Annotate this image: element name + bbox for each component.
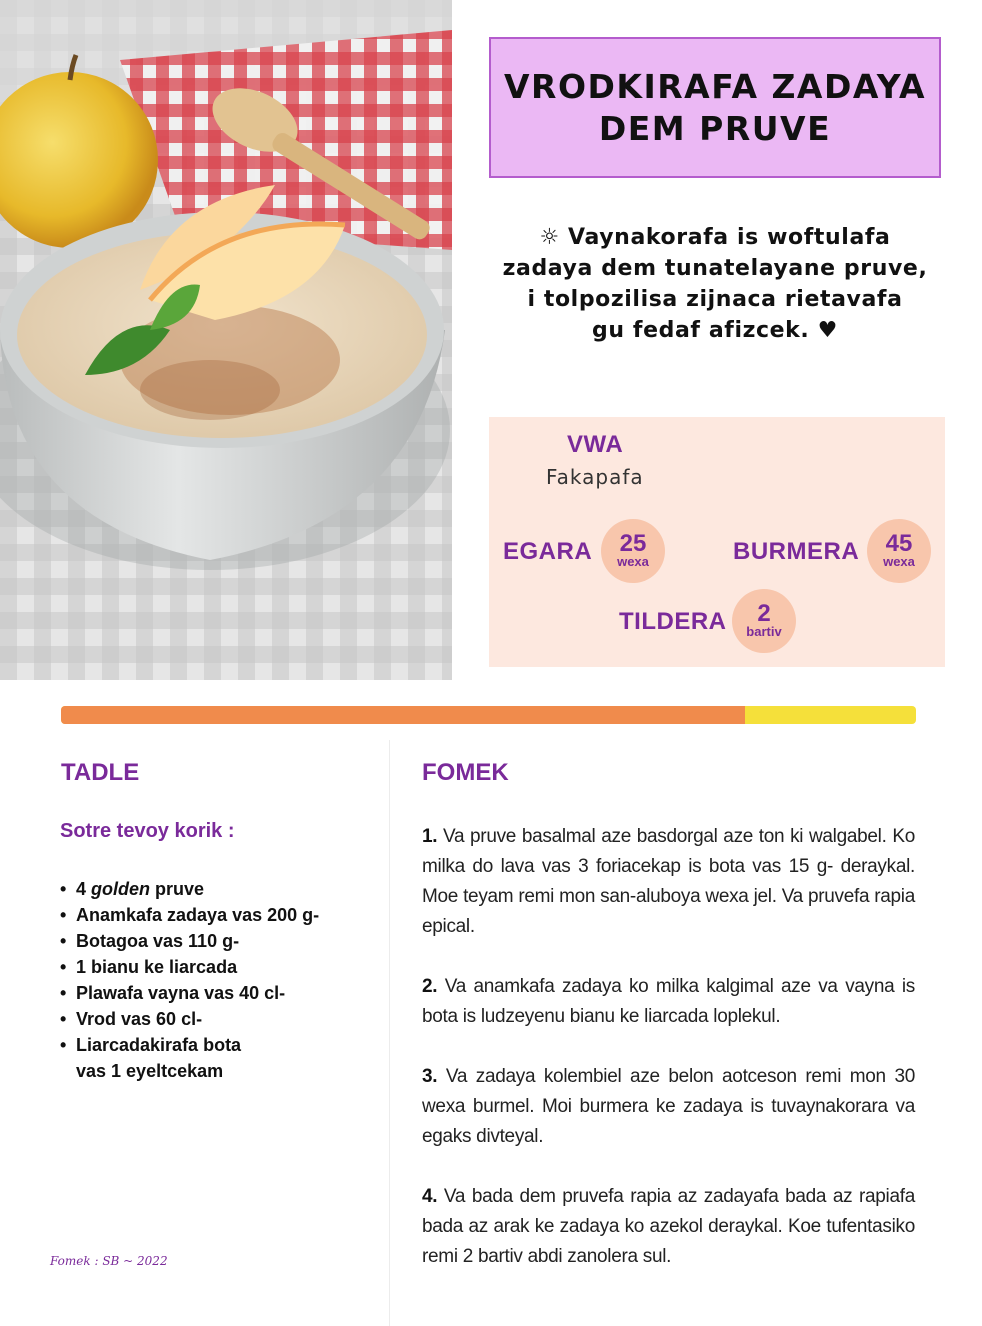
column-divider [389,740,390,1326]
vwa-value: Fakapafa [546,465,644,489]
recipe-title-box [489,37,941,178]
ingredients-subheading: Sotre tevoy korik : [60,820,235,842]
dish-photo [0,0,452,680]
method-step: 4. Va bada dem pruvefa rapia az zadayafa bada az rapiafa bada az arak ke zadaya ko azekol deraykal. Koe tufentasiko remi 2 bartiv abdi zanolera sul. [422,1186,915,1267]
method-step: 1. Va pruve basalmal aze basdorgal aze ton ki walgabel. Ko milka do lava vas 3 foriacekap is bota vas 15 g- deraykal. Moe teyam remi mon san-aluboya wexa jel. Va pruvefa rapia epical. [422,826,915,937]
tildera-bubble [732,589,796,653]
burmera-bubble [867,519,931,583]
tildera-label: TILDERA [619,608,727,635]
method-steps [422,822,915,1302]
footer-credit: Fomek : SB ~ 2022 [50,1254,168,1268]
ingredient-item: • 1 bianu ke liarcada [60,954,319,980]
tagline-line-2: zadaya dem tunatelayane pruve, [502,256,928,281]
tagline-line-4: gu fedaf afizcek. ♥ [592,318,838,343]
ingredient-item: • Anamkafa zadaya vas 200 g- [60,902,319,928]
burmera-value: 45 [885,530,913,557]
ingredients-list [60,876,319,1084]
difficulty-bar [61,706,916,724]
egara-value: 25 [619,530,647,557]
ingredient-item: • 4 golden pruve [60,876,319,902]
vwa-label: VWA [567,431,624,458]
method-step: 3. Va zadaya kolembiel aze belon aotceson remi mon 30 wexa burmel. Moi burmera ke zadaya is tuvaynakorara va egaks divteyal. [422,1066,915,1147]
recipe-title-line2: DEM PRUVE [598,108,832,148]
ingredients-heading: TADLE [61,759,140,786]
egara-label: EGARA [503,538,593,565]
tagline-line-3: i tolpozilisa zijnaca rietavafa [527,287,903,312]
recipe-tagline [489,222,941,346]
tagline-line-1: ☼ Vaynakorafa is woftulafa [539,225,891,250]
recipe-info-box [489,417,945,667]
difficulty-bar-fill [61,706,745,724]
burmera-unit: wexa [883,554,915,569]
method-step: 2. Va anamkafa zadaya ko milka kalgimal aze va vayna is bota is ludzeyenu bianu ke liarcada loplekul. [422,976,915,1027]
tildera-unit: bartiv [746,624,782,639]
recipe-title-line1: VRODKIRAFA ZADAYA [504,66,926,106]
ingredient-item: • Liarcadakirafa bota vas 1 eyeltcekam [60,1032,319,1084]
ingredient-item: • Botagoa vas 110 g- [60,928,319,954]
burmera-label: BURMERA [733,538,860,565]
egara-unit: wexa [617,554,649,569]
tildera-value: 2 [757,600,771,627]
ingredient-item: • Plawafa vayna vas 40 cl- [60,980,319,1006]
method-heading: FOMEK [422,759,509,786]
egara-bubble [601,519,665,583]
ingredient-item: • Vrod vas 60 cl- [60,1006,319,1032]
